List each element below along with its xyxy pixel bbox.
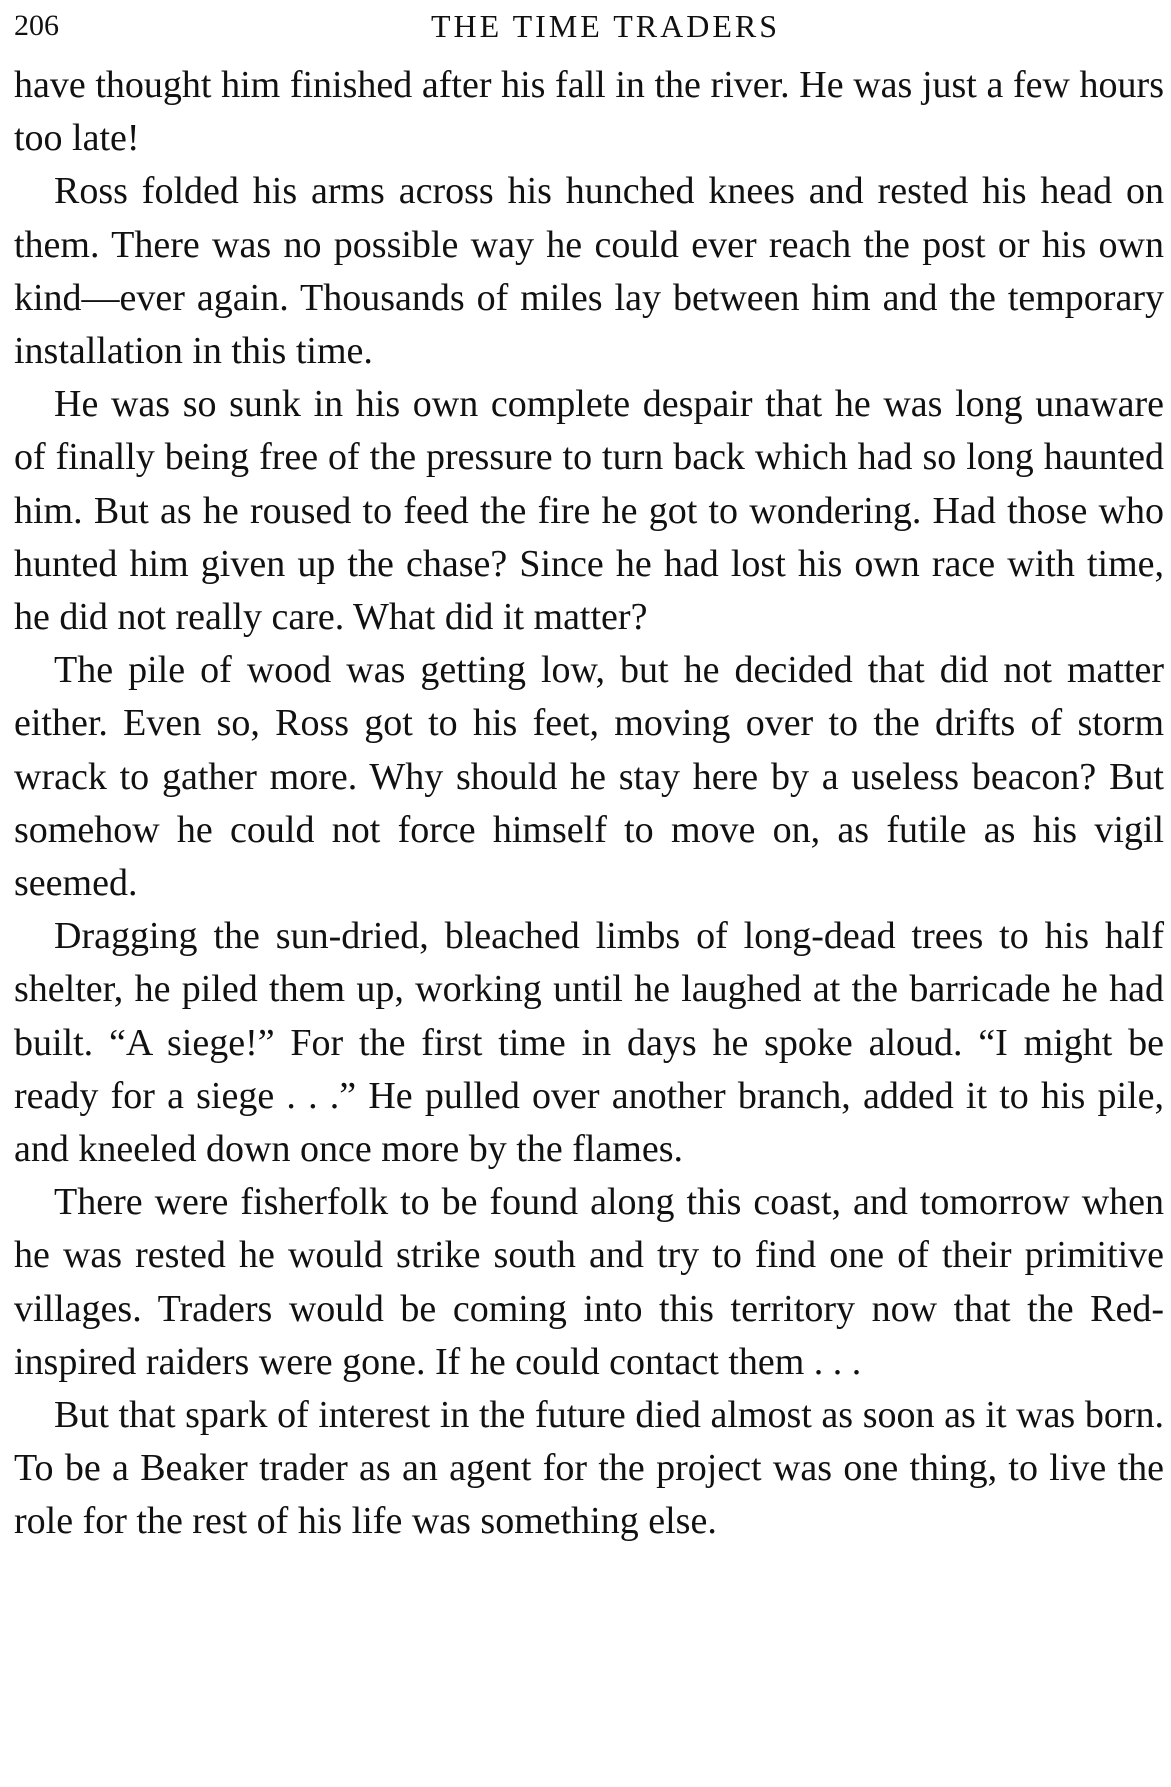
paragraph: Ross folded his arms across his hunched knees and rested his head on them. There was no possible way he could ever reach the post or his own kind—ever again. Thousands of miles lay between him and the temporary installation in this time. — [14, 170, 1164, 373]
paragraph: There were fisherfolk to be found along this coast, and tomorrow when he was rested he would strike south and try to find one of their primitive villages. Traders would be coming into this territory now that the Red-inspired raiders were gone. If he could contact them . . . — [14, 1181, 1164, 1383]
paragraph: He was so sunk in his own complete despair that he was long unaware of finally being free of the pressure to turn back which had so long haunted him. But as he roused to feed the fire he got to wondering. Had those who hunted him given up the chase? Since he had lost his own race with time, he did not really care. What did it matter? — [14, 383, 1164, 639]
running-head — [14, 6, 1157, 46]
paragraph: have thought him finished after his fall in the river. He was just a few hours too late! — [14, 64, 1164, 160]
paragraph: The pile of wood was getting low, but he decided that did not matter either. Even so, Ross got to his feet, moving over to the drifts of storm wrack to gather more. Why should he stay here by a useless beacon? But somehow he could not force himself to move on, as futile as his vigil seemed. — [14, 649, 1164, 905]
page-number: 206 — [14, 9, 59, 42]
paragraph: Dragging the sun-dried, bleached limbs of long-dead trees to his half shelter, he piled them up, working until he laughed at the barricade he had built. “A siege!” For the first time in days he spoke aloud. “I might be ready for a siege . . .” He pulled over another branch, added it to his pile, and kneeled down once more by the flames. — [14, 915, 1164, 1171]
paragraph: But that spark of interest in the future died almost as soon as it was born. To be a Beaker trader as an agent for the project was one thing, to live the role for the rest of his life was something else. — [14, 1394, 1164, 1543]
book-title: THE TIME TRADERS — [430, 8, 781, 44]
body-text — [14, 59, 1164, 1549]
